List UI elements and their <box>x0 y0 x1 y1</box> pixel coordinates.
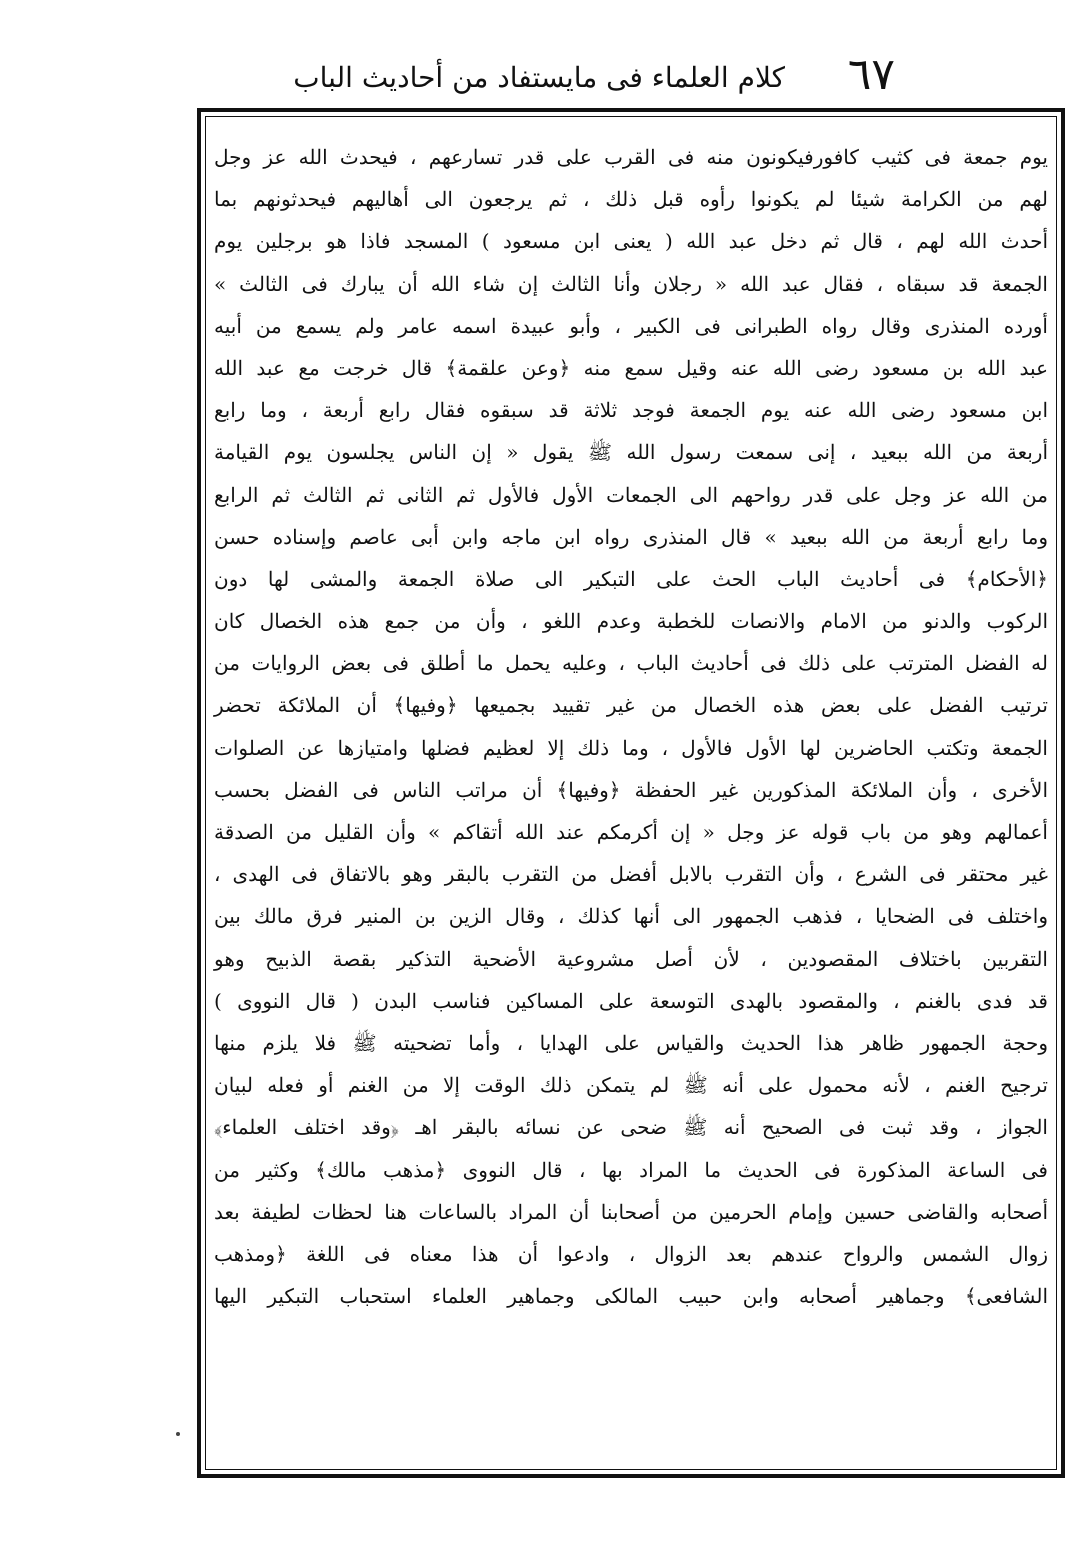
body-text <box>210 136 1052 1446</box>
text-line: التقربين باختلاف المقصودين ، لأن أصل مشروعية الأضحية التذكير بقصة الذبيح وهو <box>214 946 1048 971</box>
page-header <box>195 48 895 108</box>
text-line: فى الساعة المذكورة فى الحديث ما المراد بها ، قال النووى ﴿مذهب مالك﴾ وكثير من <box>214 1157 1048 1182</box>
text-line: أحدث الله لهم ، قال ثم دخل عبد الله ( يعنى ابن مسعود ) المسجد فاذا هو برجلين يوم <box>214 229 1048 254</box>
text-line: أورده المنذرى وقال رواه الطبرانى فى الكبير ، وأبو عبيدة اسمه عامر ولم يسمع من أبيه <box>214 313 1048 338</box>
text-line: الجمعة قد سبقاه ، فقال عبد الله « رجلان وأنا الثالث إن شاء الله أن يبارك فى الثالث » <box>214 271 1048 296</box>
text-line: غير محتقر فى الشرع ، وأن التقرب بالابل أفضل من التقرب بالبقر وهو بالاتفاق فى الهدى ، <box>214 862 1048 887</box>
text-line: وما رابع أربعة من الله ببعيد » قال المنذرى رواه ابن ماجه وابن أبى عاصم وإسناده حسن <box>214 524 1048 549</box>
text-line: زوال الشمس والرواح عندهم بعد الزوال ، وادعوا أن هذا معناه فى اللغة ﴿ومذهب <box>214 1241 1048 1266</box>
text-line: من الله عز وجل على قدر رواحهم الى الجمعات الأول فالأول ثم الثانى ثم الثالث ثم الرابع <box>214 482 1048 507</box>
stray-ink-mark <box>176 1432 180 1436</box>
text-line: يوم جمعة فى كثيب كافورفيكونون منه فى القرب على قدر تسارعهم ، فيحدث الله عز وجل <box>214 145 1048 169</box>
text-line: واختلف فى الضحايا ، فذهب الجمهور الى أنها كذلك ، وقال الزين بن المنير فرق مالك بين <box>214 904 1048 929</box>
text-line: الأخرى ، وأن الملائكة المذكورين غير الحفظة ﴿وفيها﴾ أن مراتب الناس فى الفضل بحسب <box>214 777 1048 802</box>
text-line: ترجيح الغنم ، لأنه محمول على أنه ﷺ لم يتمكن ذلك الوقت إلا من الغنم أو فعله لبيان <box>214 1073 1048 1098</box>
text-line: لهم من الكرامة شيئا لم يكونوا رأوه قبل ذلك ، ثم يرجعون الى أهاليهم فيحدثونهم بما <box>214 187 1048 212</box>
page-number: ٦٧ <box>847 49 895 100</box>
text-line: ﴿الأحكام﴾ فى أحاديث الباب الحث على التبكير الى صلاة الجمعة والمشى لها دون <box>214 566 1048 591</box>
text-line: قد فدى بالغنم ، والمقصود بالهدى التوسعة على المساكين فناسب البدن ( قال النووى ) <box>214 988 1048 1013</box>
text-line: عبد الله بن مسعود رضى الله عنه وقيل سمع منه ﴿وعن علقمة﴾ قال خرجت مع عبد الله <box>214 355 1048 380</box>
text-line: الشافعى﴾ وجماهير أصحابه وابن حبيب المالكى وجماهير العلماء استحباب التبكير اليها <box>214 1284 1048 1309</box>
text-line: له الفضل المترتب على ذلك فى أحاديث الباب ، وعليه يحمل ما أطلق فى بعض الروايات من <box>214 651 1048 676</box>
text-line: أربعة من الله ببعيد ، إنى سمعت رسول الله ﷺ يقول « إن الناس يجلسون يوم القيامة <box>214 440 1048 465</box>
text-line: الجواز ، وقد ثبت فى الصحيح أنه ﷺ ضحى عن نسائه بالبقر اهـ ﴿وقد اختلف العلماء﴾ <box>214 1115 1048 1140</box>
text-line: الركوب والدنو من الامام والانصات للخطبة وعدم اللغو ، وأن من جمع هذه الخصال كان <box>214 609 1048 634</box>
text-line: ابن مسعود رضى الله عنه يوم الجمعة فوجد ثلاثة قد سبقوه فقال رابع أربعة ، وما رابع <box>214 398 1048 423</box>
text-line: وحجة الجمهور ظاهر هذا الحديث والقياس على الهدايا ، وأما تضحيته ﷺ فلا يلزم منها <box>214 1030 1048 1055</box>
text-line: الجمعة وتكتب الحاضرين لها الأول فالأول ، وما ذلك إلا لعظيم فضلها وامتيازها عن الصلوات <box>214 735 1048 760</box>
text-line: أعمالهم وهو من باب قوله عز وجل « إن أكرمكم عند الله أتقاكم » وأن القليل من الصدقة <box>214 820 1048 844</box>
text-line: ترتيب الفضل على بعض هذه الخصال من غير تقييد بجميعها ﴿وفيها﴾ أن الملائكة تحضر <box>214 693 1049 718</box>
running-title: كلام العلماء فى مايستفاد من أحاديث الباب <box>293 61 785 94</box>
text-line: أصحابه والقاضى حسين وإمام الحرمين من أصحابنا أن المراد بالساعات هنا لحظات لطيفة بعد <box>214 1199 1048 1224</box>
